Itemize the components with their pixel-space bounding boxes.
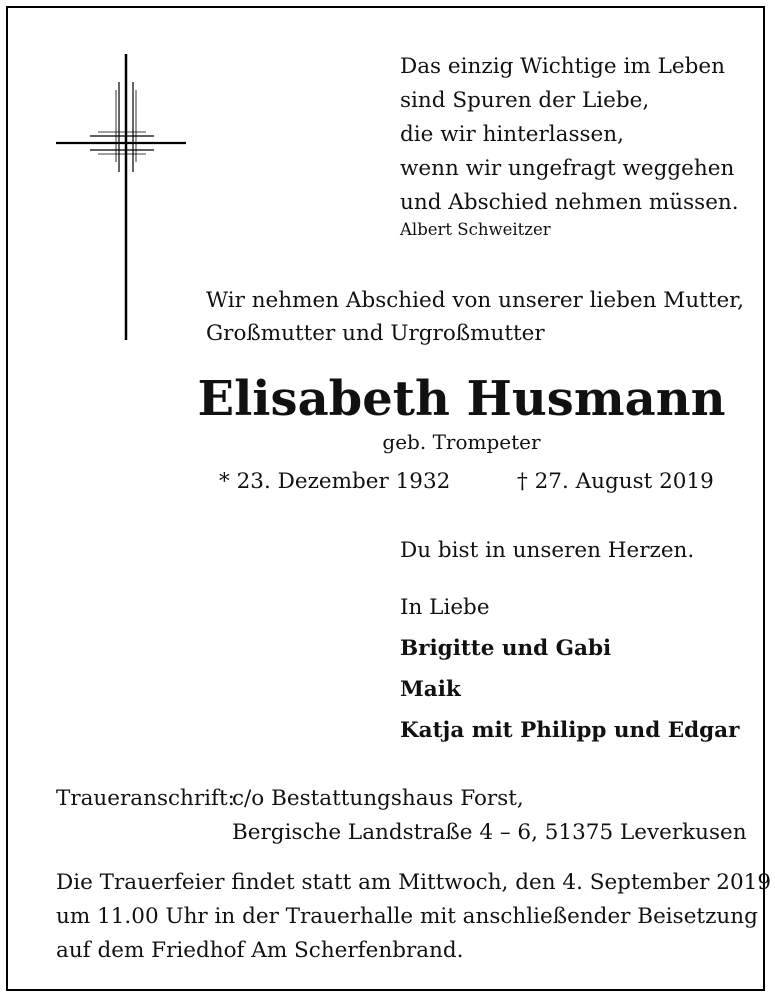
quote-line: Das einzig Wichtige im Leben xyxy=(400,54,725,79)
intro-text xyxy=(206,284,744,350)
service-line: auf dem Friedhof Am Scherfenbrand. xyxy=(56,938,464,963)
address-line: Bergische Landstraße 4 – 6, 51375 Leverkusen xyxy=(232,820,747,845)
service-line: Die Trauerfeier findet statt am Mittwoch, den 4. September 2019 xyxy=(56,870,772,895)
maiden-name: geb. Trompeter xyxy=(382,430,541,454)
mourner-name: Maik xyxy=(400,677,461,702)
service-info xyxy=(56,866,771,968)
quote-line: und Abschied nehmen müssen. xyxy=(400,190,739,215)
death-date: † 27. August 2019 xyxy=(517,469,714,494)
cross-icon xyxy=(56,54,188,344)
quote xyxy=(400,50,739,220)
mourner-name: Katja mit Philipp und Edgar xyxy=(400,718,740,743)
deceased-name: Elisabeth Husmann xyxy=(197,371,726,427)
quote-author: Albert Schweitzer xyxy=(400,220,551,239)
quote-line: wenn wir ungefragt weggehen xyxy=(400,156,735,181)
birth-date: * 23. Dezember 1932 xyxy=(219,469,451,494)
address-label: Traueranschrift: xyxy=(56,786,235,811)
mourners-intro: In Liebe xyxy=(400,595,490,620)
intro-line: Großmutter und Urgroßmutter xyxy=(206,321,545,346)
service-line: um 11.00 Uhr in der Trauerhalle mit anschließender Beisetzung xyxy=(56,904,758,929)
address-line: c/o Bestattungshaus Forst, xyxy=(232,786,524,811)
mourner-name: Brigitte und Gabi xyxy=(400,636,612,661)
obituary-notice xyxy=(6,6,772,991)
quote-line: sind Spuren der Liebe, xyxy=(400,88,650,113)
quote-line: die wir hinterlassen, xyxy=(400,122,624,147)
intro-line: Wir nehmen Abschied von unserer lieben Mutter, xyxy=(206,288,744,313)
closing-line: Du bist in unseren Herzen. xyxy=(400,538,695,563)
